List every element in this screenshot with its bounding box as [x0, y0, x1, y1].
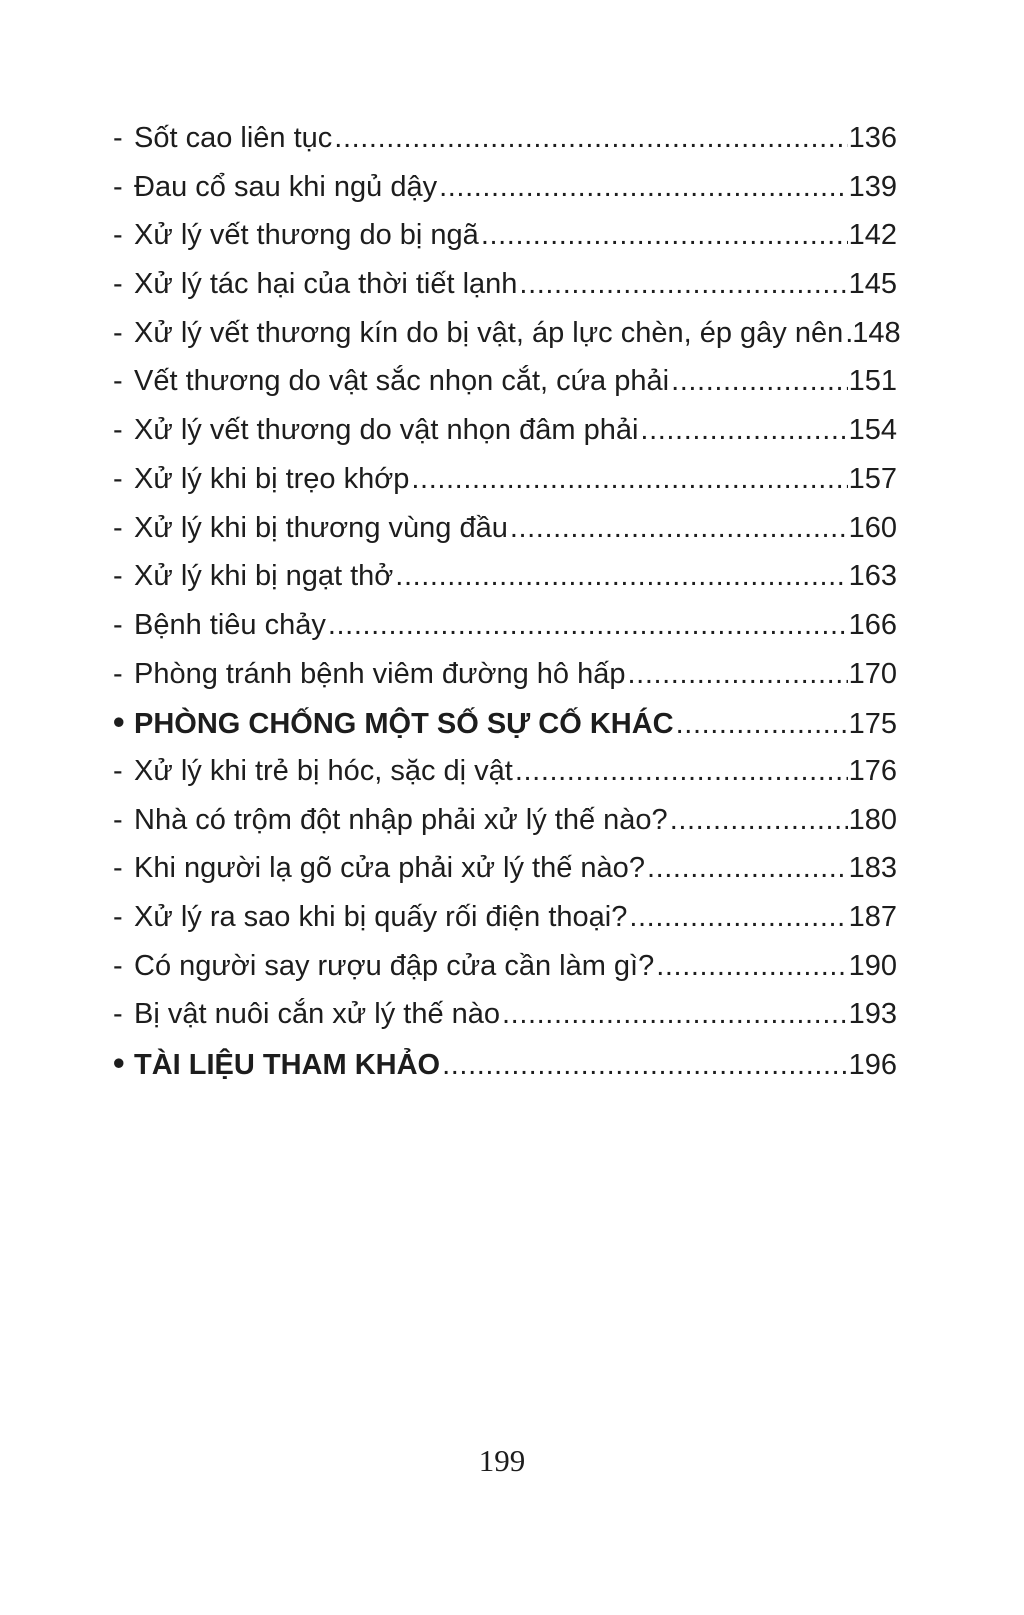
dash-marker: - [113, 462, 123, 495]
toc-entry [113, 357, 897, 406]
dash-marker: - [113, 754, 123, 787]
toc-entry-page-number: 163 [848, 560, 897, 593]
toc-entry [113, 163, 897, 212]
toc-entry-page-number: 160 [848, 511, 897, 544]
toc-entry-title: Khi người lạ gõ cửa phải xử lý thế nào? [134, 852, 645, 885]
toc-entry-page-number: 175 [848, 708, 897, 741]
toc-entry-title: Xử lý khi bị ngạt thở [134, 560, 394, 593]
toc-entry-title: Xử lý ra sao khi bị quấy rối điện thoại? [134, 901, 628, 933]
dot-leader [439, 163, 848, 212]
dot-leader [515, 747, 848, 796]
toc-entry [113, 990, 897, 1039]
dot-leader [519, 260, 847, 309]
dash-marker: - [113, 316, 123, 349]
dash-marker: - [113, 608, 123, 641]
dot-leader [628, 650, 848, 699]
toc-entry-title: Xử lý vết thương kín do bị vật, áp lực chèn, ép gây nên [134, 316, 844, 349]
toc-entry-page-number: 157 [848, 462, 897, 495]
toc-entry [113, 650, 897, 699]
dot-leader [656, 942, 847, 991]
dash-marker: - [113, 365, 123, 398]
toc-entry-page-number: 151 [848, 365, 897, 398]
toc-entry-page-number: 154 [848, 414, 897, 447]
table-of-contents [113, 114, 901, 1088]
dot-leader [671, 357, 848, 406]
dot-leader [510, 504, 848, 553]
bullet-marker: • [113, 703, 125, 741]
toc-entry-title: Nhà có trộm đột nhập phải xử lý thế nào? [134, 803, 668, 836]
toc-entry [113, 309, 901, 358]
toc-entry [113, 1039, 897, 1088]
toc-entry-title: Có người say rượu đập cửa cần làm gì? [134, 949, 655, 982]
toc-entry-title: TÀI LIỆU THAM KHẢO [134, 1049, 441, 1082]
toc-entry-page-number: 183 [848, 852, 897, 885]
toc-entry-title: Xử lý khi bị trẹo khớp [134, 462, 410, 495]
dot-leader [640, 406, 847, 455]
toc-entry [113, 942, 897, 991]
toc-entry-page-number: 187 [848, 901, 897, 933]
dot-leader [481, 211, 848, 260]
toc-entry-title: Xử lý vết thương do bị ngã [134, 219, 479, 252]
dash-marker: - [113, 122, 123, 154]
dot-leader [442, 1041, 848, 1090]
toc-entry [113, 747, 897, 796]
toc-entry-page-number: 190 [848, 949, 897, 982]
dash-marker: - [113, 901, 123, 933]
bullet-marker: • [113, 1044, 125, 1082]
toc-entry-page-number: 170 [848, 657, 897, 690]
footer-page-number: 199 [478, 1443, 526, 1478]
dot-leader [334, 114, 847, 163]
toc-entry-title: Đau cổ sau khi ngủ dậy [134, 170, 438, 203]
dot-leader [676, 700, 848, 749]
toc-entry-page-number: 136 [848, 122, 897, 154]
toc-entry-page-number: 180 [848, 803, 897, 836]
toc-entry-title: PHÒNG CHỐNG MỘT SỐ SỰ CỐ KHÁC [134, 708, 674, 741]
dot-leader [629, 893, 847, 942]
dash-marker: - [113, 414, 123, 447]
dash-marker: - [113, 803, 123, 836]
dash-marker: - [113, 511, 123, 544]
toc-entry [113, 844, 897, 893]
dot-leader [411, 455, 847, 504]
toc-entry [113, 796, 897, 845]
dash-marker: - [113, 170, 123, 203]
toc-entry-page-number: 166 [848, 608, 897, 641]
toc-entry [113, 260, 897, 309]
toc-entry [113, 601, 897, 650]
toc-entry-title: Xử lý khi bị thương vùng đầu [134, 511, 508, 544]
toc-entry-page-number: 196 [848, 1049, 897, 1082]
dash-marker: - [113, 219, 123, 252]
toc-entry-title: Bệnh tiêu chảy [134, 608, 326, 641]
toc-entry-title: Xử lý vết thương do vật nhọn đâm phải [134, 414, 639, 447]
toc-entry-title: Phòng tránh bệnh viêm đường hô hấp [134, 657, 626, 690]
toc-entry [113, 893, 897, 942]
toc-entry-title: Xử lý tác hại của thời tiết lạnh [134, 268, 518, 301]
toc-entry [113, 552, 897, 601]
dash-marker: - [113, 852, 123, 885]
toc-entry-page-number: 148 [852, 316, 901, 349]
dot-leader [395, 552, 847, 601]
toc-entry-title: Xử lý khi trẻ bị hóc, sặc dị vật [134, 754, 513, 787]
dot-leader [328, 601, 848, 650]
toc-entry-page-number: 142 [848, 219, 897, 252]
toc-entry-page-number: 176 [848, 754, 897, 787]
dash-marker: - [113, 560, 123, 593]
dash-marker: - [113, 949, 123, 982]
dot-leader [670, 796, 848, 845]
dot-leader [502, 990, 848, 1039]
toc-entry-page-number: 145 [848, 268, 897, 301]
toc-entry [113, 211, 897, 260]
toc-entry [113, 698, 897, 747]
dash-marker: - [113, 998, 123, 1031]
toc-entry-title: Bị vật nuôi cắn xử lý thế nào [134, 998, 501, 1031]
dash-marker: - [113, 268, 123, 301]
toc-entry-page-number: 193 [848, 998, 897, 1031]
toc-entry-page-number: 139 [848, 170, 897, 203]
dash-marker: - [113, 657, 123, 690]
toc-entry [113, 455, 897, 504]
toc-entry-title: Sốt cao liên tục [134, 122, 333, 154]
dot-leader [647, 844, 848, 893]
toc-entry [113, 504, 897, 553]
toc-entry [113, 406, 897, 455]
toc-entry-title: Vết thương do vật sắc nhọn cắt, cứa phải [134, 365, 670, 398]
toc-entry [113, 114, 897, 163]
